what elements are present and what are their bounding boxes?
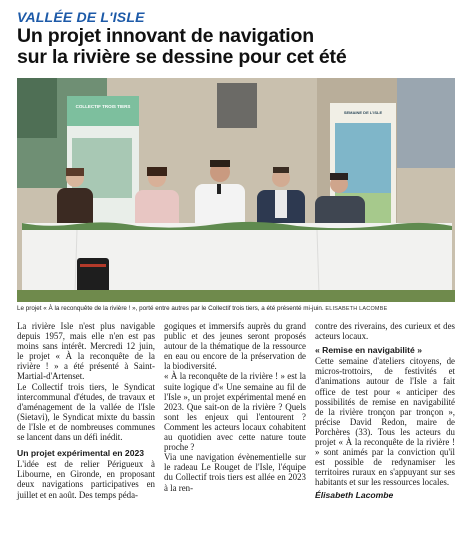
paragraph: La rivière Isle n'est plus navigable depuis 1957, mais elle n'en est pas moins sans intérêt. Mercredi 12 juin, le projet « À la reconquête de la rivière ! » a été présenté à Saint-Martial-d'Artenset.	[17, 321, 155, 382]
paragraph: Via une navigation évènementielle sur le radeau Le Rouget de l'Isle, l'équipe du Collectif trois tiers est allée en 2023 à la ren-	[164, 452, 306, 493]
paragraph: gogiques et immersifs auprès du grand public et des jeunes seront proposés autour de la thématique de la ressource en eau ou encore de la préservation de la biodiversité.	[164, 321, 306, 372]
article-column-3	[315, 321, 455, 500]
headline-line-2: sur la rivière se dessine pour cet été	[17, 46, 347, 68]
paragraph: Le Collectif trois tiers, le Syndicat intercommunal d'études, de travaux et d'aménagement de la vallée de l'Isle (Sietavi), le Syndicat mixte du bassin de l'Isle et de nombreuses communes se lancent dans un défi inédit.	[17, 381, 155, 443]
headline	[17, 26, 447, 68]
headline-line-1: Un projet innovant de navigation	[17, 25, 314, 47]
article-photo	[17, 78, 455, 302]
author-signature: Élisabeth Lacombe	[315, 489, 394, 500]
paragraph: contre des riverains, des curieux et des acteurs locaux.	[315, 321, 455, 342]
photo-window	[217, 83, 257, 128]
banner-right-text: SEMAINE DE L'ISLE	[343, 110, 383, 115]
photo-caption	[17, 305, 457, 312]
photo-illustration	[17, 78, 455, 302]
paragraph: Cette semaine d'ateliers citoyens, de micros-trottoirs, de festivités et d'animations autour de l'Isle a fait office de test pour « anticiper des possibilités de remise en navigabilité de la rivière tronçon par tronçon », précise David Redon, maire de Porchères (33). Tous les acteurs du projet « À la reconquête de la rivière ! » sont animés par la conviction qu'il est possible de redynamiser les territoires ruraux en s'appuyant sur ses habitants et sur les ressources locales.	[315, 356, 455, 488]
section-rubric: VALLÉE DE L'ISLE	[17, 9, 145, 25]
caption-text: Le projet « À la reconquête de la rivière ! », porté entre autres par le Collectif trois tiers, a été présenté mi-juin.	[17, 305, 324, 312]
subheading: « Remise en navigabilité »	[315, 345, 422, 356]
photo-credit: ELISABETH LACOMBE	[325, 306, 388, 312]
banner-left-text: COLLECTIF TROIS TIERS	[75, 104, 131, 109]
paragraph: « À la reconquête de la rivière ! » est la suite logique d'« Une semaine au fil de l'Isle », un projet expérimental mené en 2023. Que sait-on de la rivière ? Quels sont les enjeux qui l'entourent ? Comment les acteurs locaux cohabitent au quotidien avec cette nature toute proche ?	[164, 371, 306, 453]
paragraph: L'idée est de relier Périgueux à Libourne, en Gironde, en proposant deux navigations participatives en juillet et en août. Des temps péda-	[17, 459, 155, 500]
subheading: Un projet expérimental en 2023	[17, 448, 145, 459]
photo-grass	[17, 290, 455, 302]
article-column-1	[17, 321, 155, 500]
article-column-2	[164, 321, 306, 493]
